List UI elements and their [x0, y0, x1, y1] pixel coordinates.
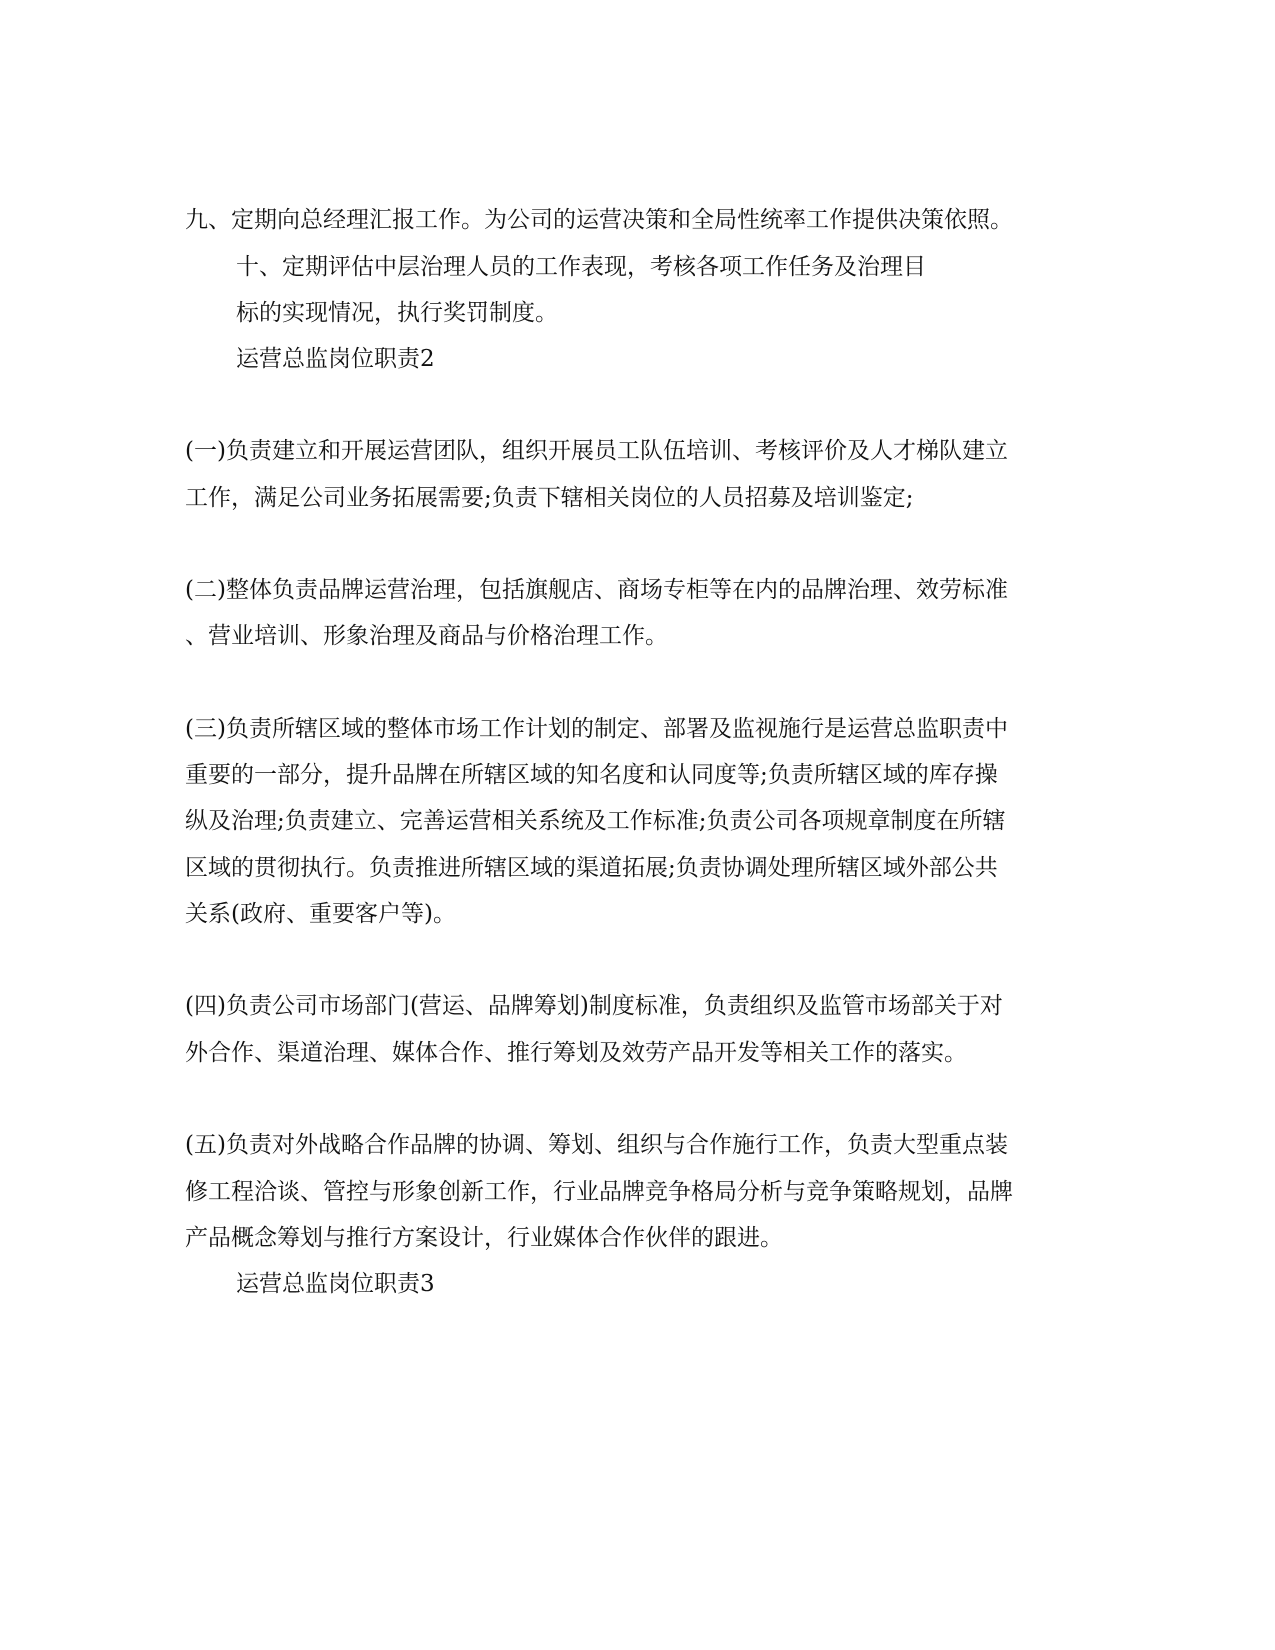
- text-line: (一)负责建立和开展运营团队，组织开展员工队伍培训、考核评价及人才梯队建立: [185, 438, 1008, 464]
- text-line: 工作，满足公司业务拓展需要;负责下辖相关岗位的人员招募及培训鉴定;: [185, 485, 914, 511]
- text-line: 区域的贯彻执行。负责推进所辖区域的渠道拓展;负责协调处理所辖区域外部公共: [185, 855, 998, 881]
- text-line: 标的实现情况，执行奖罚制度。: [236, 300, 558, 326]
- text-line: (四)负责公司市场部门(营运、品牌筹划)制度标准，负责组织及监管市场部关于对: [185, 993, 1003, 1019]
- section-heading: 运营总监岗位职责2: [236, 346, 435, 372]
- section-heading: 运营总监岗位职责3: [236, 1271, 435, 1297]
- text-line: 修工程洽谈、管控与形象创新工作，行业品牌竞争格局分析与竞争策略规划，品牌: [185, 1179, 1013, 1205]
- text-line: 外合作、渠道治理、媒体合作、推行筹划及效劳产品开发等相关工作的落实。: [185, 1040, 967, 1066]
- text-line: 、营业培训、形象治理及商品与价格治理工作。: [185, 623, 668, 649]
- text-line: (五)负责对外战略合作品牌的协调、筹划、组织与合作施行工作，负责大型重点装: [185, 1132, 1008, 1158]
- text-line: 关系(政府、重要客户等)。: [185, 901, 456, 927]
- text-line: 九、定期向总经理汇报工作。为公司的运营决策和全局性统率工作提供决策依照。: [185, 207, 1013, 233]
- text-line: (二)整体负责品牌运营治理，包括旗舰店、商场专柜等在内的品牌治理、效劳标准: [185, 577, 1008, 603]
- text-line: 十、定期评估中层治理人员的工作表现，考核各项工作任务及治理目: [236, 254, 926, 280]
- text-line: (三)负责所辖区域的整体市场工作计划的制定、部署及监视施行是运营总监职责中: [185, 716, 1008, 742]
- text-line: 产品概念筹划与推行方案设计，行业媒体合作伙伴的跟进。: [185, 1225, 783, 1251]
- text-line: 纵及治理;负责建立、完善运营相关系统及工作标准;负责公司各项规章制度在所辖: [185, 808, 1006, 834]
- text-line: 重要的一部分，提升品牌在所辖区域的知名度和认同度等;负责所辖区域的库存操: [185, 762, 998, 788]
